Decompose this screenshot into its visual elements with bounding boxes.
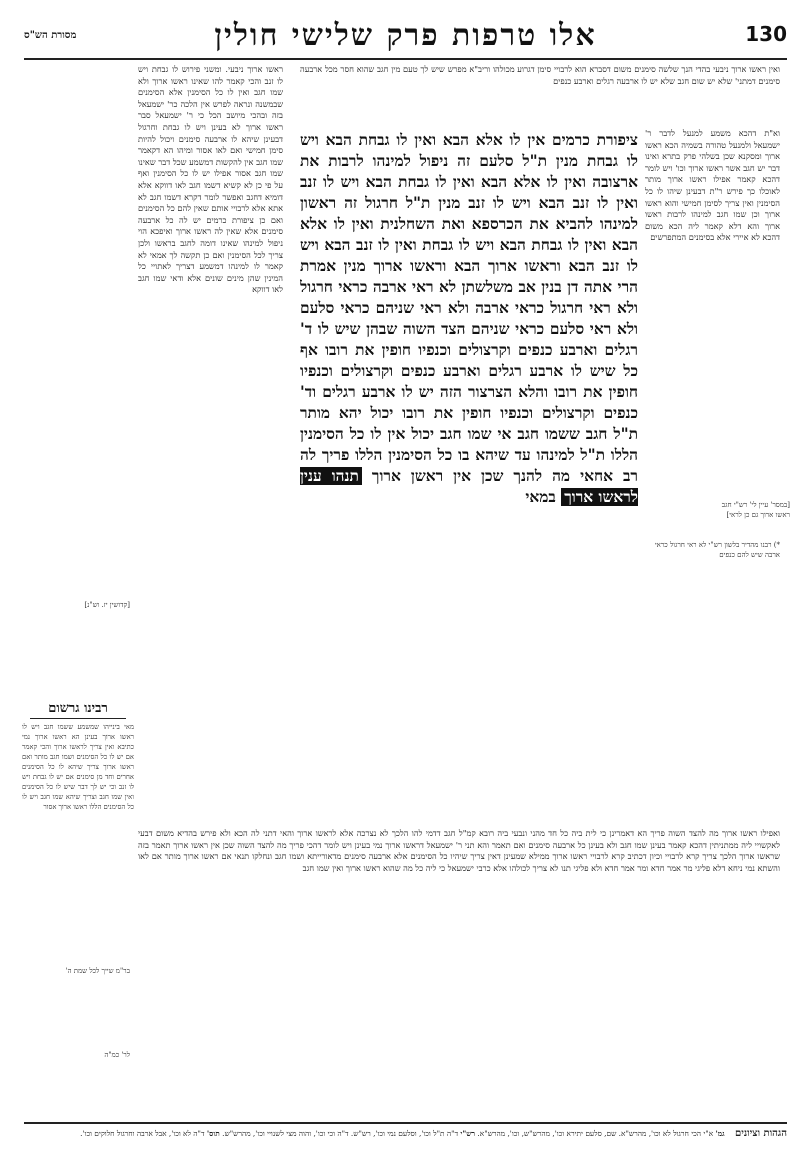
footer-gemara-label: גמ' [715,1129,725,1138]
rashi-right-column: וא"ת דהכא משמע למנעל לדבר ר' ישמעאל ולמנעל טהורה בשמיה הכא ראשו ארוך ומסקנא שכן בשלהי פרק בתרא ואינו דבר יש חגב אשר ראשו ארוך וכו' ויש לומר דהכא קאמר אפילו ראשו ארוך מותר לאוכלו כך פירש ר"ת דבעינן שיהו לו כל הסימנין ואין צריך לסימן חמישי והוא ראשו ארוך וכן שמו חגב למינהו לרבות ראשו ארוך והא דלא קאמר ליה הכא משום דהכא לא איירי אלא בסימנים המתפרשים [645,128,780,243]
rabbenu-rule [30,718,126,719]
masoret-label: מסורת הש"ס [24,30,77,41]
footer-tosafot-note: ד"ה לא וכו', אבל ארבה וחרגול חלוקים וכו'. [80,1129,205,1138]
footer-notes [24,1128,787,1160]
left-margin-note-bottom: לר' כמ"ה [104,1051,130,1059]
footer-tosafot-label: תוס' [206,1129,220,1138]
rabbenu-gershom-title: רבינו גרשום [48,701,108,716]
gemara-tail: במאי [525,488,556,506]
footer-rule [24,1122,787,1124]
header-rule [24,58,787,60]
footer-gemara-note: א"י הכי חרגול לא וכו', מהרש"א. שם, סלעם יתירא וכו', מהרש"ש, וכו', מהרש"א. [477,1129,714,1138]
footer-rashi-label: רש"י [460,1129,476,1138]
rabbenu-gershom-text: מאי בינייהו שמשמע ששמו חגב ויש לו ראשו ארוך בעינן הא ראשו ארוך נמי כתיבא ואין צריך לראשו ארוך והכי קאמר אם יש לו כל הסימנים ושמו חגב מותר ואם ראשו ארוך צריך שיהא לו כל הסימנים אחרים וחד מן סימנים אם יש לו גבחת ויש לו זנב וכי יש לך דבר שיש לו כל הסימנים ואין שמו חגב וצריך שיהא שמו חגב ויש לו כל הסימנים הללו ראשו ארוך אסור [22,723,134,811]
rashi-top: ואין ראשו ארוך ניבעי בהדי הנך שלשה סימנים משום דסברא הוא לרבויי סימן דגרוע מכולהו וריב"א מפרש שיש לך טעם מין חגב שהוא חסר מכל ארבעה סימנים דמתני' שלא יש שום חגב שלא יש לו ארבעה רגלים וארבע כנפים [300,64,780,86]
gemara-body: ציפורת כרמים אין לו אלא הבא ואין לו גבחת הבא ויש לו גבחת מנין ת"ל סלעם זה ניפול למינהו לרבות את ארצובה ואין לו אלא הבא ואין לו גבחת הבא ויש לו זנב ואין לו זנב הבא ויש לו זנב מנין ת"ל חרגול זה ראשון למינהו להביא את הכרספא ואת השחלנית ואין לו אלא הבא ואין לו גבחת הבא ויש לו גבחת ואין לו זנב הבא ויש לו זנב הבא וראשו ארוך הבא וראשו ארוך מנין אמרת הרי אתה דן בנין אב משלשתן לא ראי ארבה כראי חרגול ולא ראי חרגול כראי ארבה ולא ראי שניהם כראי סלעם ולא ראי סלעם כראי שניהם הצד השוה שבהן שיש לו ד' רגלים וארבע כנפים וקרצולים וכנפיו חופין את רובו אף כל שיש לו ארבע רגלים וארבע כנפים וקרצולים וכנפיו חופין את רובו והלא הצרצור הזה יש לו ארבע רגלים וד' כנפים וקרצולים וכנפיו חופין את רובו יכול יהא מותר ת"ל חגב ששמו חגב אי שמו חגב יכול אין לו כל הסימנין הללו ת"ל למינהו עד שיהא בו כל הסימנין הללו פריך לה רב אחאי מה להנך שכן אין ראשן ארוך [300,131,638,485]
left-margin-reference: [קדושין יז. וש"נ] [84,601,130,609]
gemara-highlight: תנהו ענין לראשו ארוך [300,467,638,506]
footer-rashi-note: ד"ה ת"ל וכו', וסלעם נמי וכו', רש"ש. ד"ה וכי וכו', והוה מצי לשנויי וכו', מהרש"ש. [222,1129,459,1138]
page-title: אלו טרפות פרק שלישי חולין [214,18,597,53]
tosafot-column: ראשו ארוך ניבעי. ומשני פירוש לו גבחת ויש לו זנב והכי קאמר להו שאינו ראשו ארוך ולא שמו חגב ואין לו כל הסימנין אלא הסימנים שבמשנה ונראה לפרש אין הלכה כר' ישמעאל בזה ובהכי מיושב הכל כי ר' ישמעאל סבר ראשו ארוך לא בעינן ויש לו גבחת וחרגול דבעינן שיהא לו ארבעה סימנים ויכול להיות סימן חמישי ואם לאו אסור ומיהו הא דקאמר שמו חגב אין להקשות דמשמע שכל דבר שאינו שמו חגב אסור אפילו יש לו כל הסימנין ואף על פי כן לא קשיא דשמו חגב לאו דווקא אלא דומיא דחגב ואפשר לומר דקרא דשמו חגב לא אתא אלא לרבויי אותם שאין להם כל הסימנים ואם כן ציפורת כרמים יש לה כל ארבעה סימנים אלא שאין לה ראשו ארוך ואיפכא הוי ניפול למינהו שאינו דומה לחגב בראשו ולכן צריך לכל הסימנין ואם כן תקשה לך אמאי לא קאמר לו למינהו דמשמע דצריך לאתויי כל המינין שהן מינים שונים אלא ודאי שמו חגב לאו דווקא [138,64,283,295]
footer-title: הגהות וציונים [734,1128,787,1139]
right-margin-note: *) רבנו מהדיר בלשון רש"י לא ראי חרגול כראי ארבה שיש להם כנפים [654,541,780,559]
page-header [24,18,787,58]
page-number: 130 [745,22,787,46]
right-margin-note-top: [במסר' עיין לי' רש"י חגב ראשו ארוך גם כן לראי] [721,501,790,519]
left-margin-note-low: בר"מ שייך לכל שמת ה' [65,967,130,975]
gemara-text [300,130,638,820]
rashi-bottom: ואפילו ראשו ארוך מה להצד השוה פריך הא דאמרינן כי לית ביה כל חד מהני ונבעי ביה רובא קמ"ל חגב דדמי להו הלכך לא נצרכה אלא לראשו ארוך והאי דתני לה הכא ולא פירש בהדיא משום דבעי לאקשויי ליה ממתניתין דהכא קאמר בעינן שמו חגב ולא בעינן כל ארבעה סימנים ואם תאמר והא תני ר' ישמעאל דראשו ארוך נמי בעינן ויש לומר דהכי פריך מה להצד השוה שכן אין ראשו ארוך תאמר בזה שראשו ארוך הלכך צריך קרא לרבויי וכיון דכתיב קרא לרבויי ראשו ארוך ממילא שמעינן דאין צריך שיהיו כל הסימנים אלא ארבעה סימנים מדאורייתא ושמו חגב ונחלקו תנאי אם ראשו ארוך מותר אם לאו והשתא נמי ניחא דלא פליגי מר אמר חדא ומר אמר חדא ולא פליגי תנו לא צריך לכולהו אלא כרבי ישמעאל כי ליה כל מה שהוא ראשו ארוך ואין שמו חגב [138,828,780,873]
